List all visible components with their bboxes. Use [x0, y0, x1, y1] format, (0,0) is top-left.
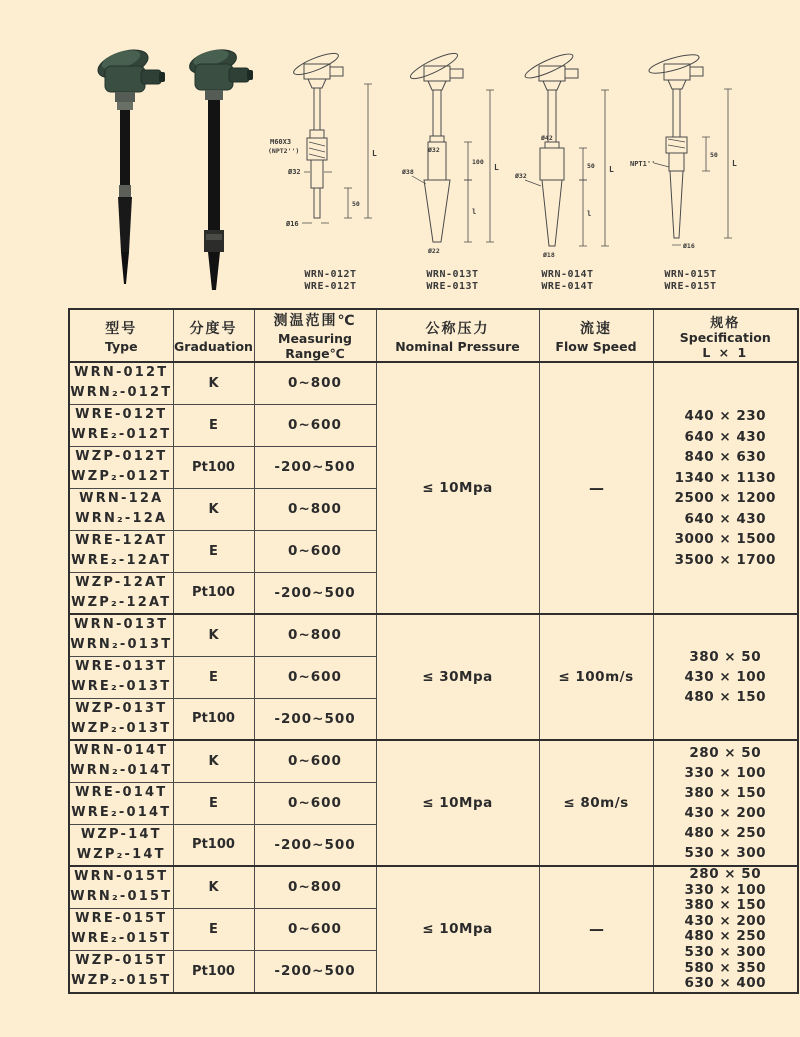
header-type	[69, 309, 173, 362]
graduation-cell: K	[173, 488, 254, 530]
graduation-cell: E	[173, 782, 254, 824]
spec-cell	[653, 614, 798, 740]
range-cell: 0~800	[254, 866, 376, 908]
spec-cell	[653, 362, 798, 614]
dim-length-label: L	[372, 149, 377, 158]
drawing-caption	[390, 269, 515, 293]
range-cell: 0~800	[254, 614, 376, 656]
header-spec	[653, 309, 798, 362]
range-cell: 0~600	[254, 782, 376, 824]
model-cell: WZP-14T WZP₂-14T	[69, 824, 173, 866]
pressure-cell: ≤ 10Mpa	[376, 866, 539, 993]
header-pressure	[376, 309, 539, 362]
spec-line: 480 × 250	[684, 825, 767, 841]
model-cell: WRE-012T WRE₂-012T	[69, 404, 173, 446]
pressure-cell: ≤ 10Mpa	[376, 740, 539, 866]
drawing-model-2: WRE-012T	[304, 281, 357, 292]
spec-line: 480 × 150	[684, 689, 767, 705]
drawing-model-2: WRE-013T	[426, 281, 479, 292]
drawing-model-1: WRN-013T	[426, 269, 479, 280]
range-cell: 0~800	[254, 488, 376, 530]
graduation-cell: Pt100	[173, 824, 254, 866]
drawing-wrn-012t	[268, 50, 393, 302]
dim-length-label: L	[609, 165, 614, 174]
drawing-015t-icon	[628, 50, 753, 265]
range-cell: -200~500	[254, 572, 376, 614]
graduation-cell: E	[173, 656, 254, 698]
dim-seg-label: 50	[710, 151, 718, 159]
range-cell: -200~500	[254, 951, 376, 993]
graduation-cell: Pt100	[173, 951, 254, 993]
range-cell: 0~600	[254, 908, 376, 950]
drawing-model-1: WRN-015T	[664, 269, 717, 280]
graduation-cell: E	[173, 908, 254, 950]
spec-line: 1340 × 1130	[674, 469, 776, 486]
drawing-model-2: WRE-015T	[664, 281, 717, 292]
header-spec-en: Specification	[679, 329, 771, 345]
dim-tip-label: Ø18	[543, 251, 555, 259]
model-cell: WRN-12A WRN₂-12A	[69, 488, 173, 530]
model-cell: WRN-014T WRN₂-014T	[69, 740, 173, 782]
drawing-wrn-015t	[628, 50, 753, 302]
graduation-cell: K	[173, 866, 254, 908]
drawing-model-1: WRN-012T	[304, 269, 357, 280]
table-header-row	[69, 309, 798, 362]
drawing-wrn-013t	[390, 50, 515, 302]
dim-length-label: L	[732, 159, 737, 168]
graduation-cell: Pt100	[173, 572, 254, 614]
flow-cell: —	[539, 866, 653, 993]
spec-line: 630 × 400	[684, 975, 767, 992]
table-row	[69, 614, 798, 656]
spec-line: 430 × 200	[684, 912, 767, 929]
thermocouple-photo-left	[95, 45, 165, 284]
pressure-cell: ≤ 30Mpa	[376, 614, 539, 740]
range-cell: 0~600	[254, 530, 376, 572]
model-cell: WRE-014T WRE₂-014T	[69, 782, 173, 824]
table-row	[69, 362, 798, 404]
drawing-model-2: WRE-014T	[541, 281, 594, 292]
range-cell: 0~600	[254, 656, 376, 698]
dim-ins-label: l	[587, 210, 592, 218]
header-graduation-en: Graduation	[174, 338, 253, 354]
model-cell: WRN-013T WRN₂-013T	[69, 614, 173, 656]
spec-line: 380 × 50	[689, 649, 762, 665]
header-flow-cn: 流速	[580, 320, 612, 337]
dim-tip-label: Ø22	[428, 247, 440, 255]
drawing-014t-icon	[505, 50, 630, 265]
header-range-en: Measuring Range℃	[278, 331, 352, 361]
header-range	[254, 309, 376, 362]
flow-cell: ≤ 80m/s	[539, 740, 653, 866]
table-row	[69, 740, 798, 782]
thermocouple-photo-left-and-right-icon	[85, 42, 265, 300]
dim-mid-label: Ø32	[288, 168, 301, 176]
graduation-cell: Pt100	[173, 698, 254, 740]
model-cell: WRN-015T WRN₂-015T	[69, 866, 173, 908]
spec-line: 840 × 630	[684, 449, 767, 465]
range-cell: 0~600	[254, 404, 376, 446]
spec-line: 640 × 430	[684, 428, 767, 445]
dim-body-label: Ø32	[428, 146, 440, 154]
header-spec-cn: 规格	[710, 315, 741, 331]
header-flow-en: Flow Speed	[555, 338, 637, 354]
header-pressure-cn: 公称压力	[425, 320, 490, 337]
model-cell: WZP-015T WZP₂-015T	[69, 951, 173, 993]
model-cell: WZP-12AT WZP₂-12AT	[69, 572, 173, 614]
dim-thread2-label: (NPT2'')	[268, 147, 300, 155]
drawing-caption	[628, 269, 753, 293]
header-spec-sub: L × 1	[702, 344, 749, 360]
drawing-012t-icon	[268, 50, 393, 265]
header-flow	[539, 309, 653, 362]
spec-cell	[653, 866, 798, 993]
model-cell: WRE-013T WRE₂-013T	[69, 656, 173, 698]
graduation-cell: E	[173, 530, 254, 572]
dim-taper-label: Ø38	[402, 168, 414, 176]
graduation-cell: K	[173, 362, 254, 404]
dim-seg-label: 100	[472, 158, 484, 166]
spec-line: 430 × 100	[684, 669, 767, 685]
range-cell: -200~500	[254, 824, 376, 866]
dim-seg-label: 50	[352, 200, 360, 208]
model-cell: WZP-013T WZP₂-013T	[69, 698, 173, 740]
spec-line: 330 × 100	[684, 765, 767, 781]
dim-ins-label: l	[472, 208, 477, 216]
header-range-cn: 测温范围℃	[273, 313, 357, 329]
specification-table	[68, 308, 799, 994]
dim-tip-label: Ø16	[683, 242, 695, 250]
header-type-cn: 型号	[105, 320, 138, 337]
spec-line: 380 × 150	[684, 785, 767, 801]
table-row	[69, 866, 798, 908]
spec-line: 430 × 200	[684, 805, 767, 821]
product-photos	[85, 42, 265, 300]
spec-line: 3000 × 1500	[674, 531, 776, 547]
spec-line: 330 × 100	[684, 881, 767, 898]
range-cell: -200~500	[254, 446, 376, 488]
flow-cell: ≤ 100m/s	[539, 614, 653, 740]
spec-line: 280 × 50	[689, 866, 762, 882]
spec-cell	[653, 740, 798, 866]
spec-line: 2500 × 1200	[674, 490, 776, 506]
range-cell: 0~800	[254, 362, 376, 404]
dim-seg-label: 50	[587, 162, 595, 170]
drawing-013t-icon	[390, 50, 515, 265]
dim-tip-label: Ø16	[286, 220, 299, 228]
flow-cell: —	[539, 362, 653, 614]
drawing-model-1: WRN-014T	[541, 269, 594, 280]
drawing-wrn-014t	[505, 50, 630, 302]
spec-line: 530 × 300	[684, 943, 767, 960]
drawing-caption	[505, 269, 630, 293]
model-cell: WRE-12AT WRE₂-12AT	[69, 530, 173, 572]
spec-line: 480 × 250	[684, 928, 767, 945]
spec-line: 440 × 230	[684, 408, 767, 424]
dim-collar-label: Ø42	[541, 134, 553, 142]
spec-line: 280 × 50	[689, 745, 762, 761]
graduation-cell: K	[173, 740, 254, 782]
header-graduation	[173, 309, 254, 362]
graduation-cell: Pt100	[173, 446, 254, 488]
dim-taper-label: Ø32	[515, 172, 527, 180]
dim-thread-label: NPT1''	[630, 160, 656, 168]
model-cell: WRN-012T WRN₂-012T	[69, 362, 173, 404]
graduation-cell: K	[173, 614, 254, 656]
drawing-caption	[268, 269, 393, 293]
header-type-en: Type	[104, 338, 138, 354]
thermocouple-photo-right	[187, 46, 253, 290]
spec-line: 580 × 350	[684, 959, 767, 976]
header-pressure-en: Nominal Pressure	[395, 338, 520, 354]
range-cell: 0~600	[254, 740, 376, 782]
spec-line: 640 × 430	[684, 510, 767, 527]
dim-thread-label: M60X3	[270, 138, 292, 146]
graduation-cell: E	[173, 404, 254, 446]
spec-line: 3500 × 1700	[674, 551, 776, 568]
header-graduation-cn: 分度号	[189, 320, 238, 337]
spec-line: 530 × 300	[684, 845, 767, 861]
pressure-cell: ≤ 10Mpa	[376, 362, 539, 614]
spec-line: 380 × 150	[684, 897, 767, 914]
dim-length-label: L	[494, 163, 499, 172]
model-cell: WRE-015T WRE₂-015T	[69, 908, 173, 950]
model-cell: WZP-012T WZP₂-012T	[69, 446, 173, 488]
range-cell: -200~500	[254, 698, 376, 740]
